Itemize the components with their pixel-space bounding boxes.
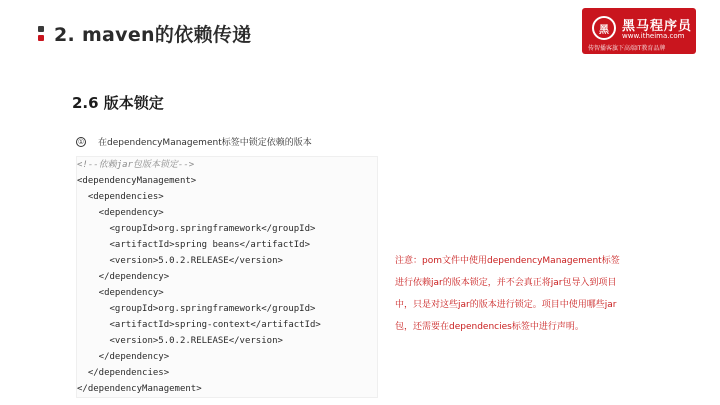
code-line: <dependency>	[77, 208, 164, 218]
code-line: <dependency>	[77, 288, 164, 298]
slide-title: 2. maven的依赖传递	[54, 23, 252, 46]
code-line: </dependencies>	[77, 368, 170, 378]
code-line: <version>5.0.2.RELEASE</version>	[77, 256, 283, 266]
step-number: ①	[77, 137, 85, 146]
code-line: <dependencies>	[77, 192, 164, 202]
code-line: </dependency>	[77, 272, 170, 282]
code-line: </dependencyManagement>	[77, 384, 202, 394]
code-line: <groupId>org.springframework</groupId>	[77, 304, 316, 314]
horse-logo-icon: 黑	[592, 16, 616, 40]
code-line: <dependencyManagement>	[77, 176, 197, 186]
code-line: </dependency>	[77, 352, 170, 362]
step-text: 在dependencyManagement标签中锁定依赖的版本	[98, 138, 312, 148]
code-line: <version>5.0.2.RELEASE</version>	[77, 336, 283, 346]
code-line: <!--依赖jar包版本锁定-->	[77, 160, 195, 170]
title-marker-icon	[38, 26, 44, 41]
logo-name: 黑马程序员	[622, 19, 693, 34]
logo-url: www.itheima.com	[622, 32, 685, 40]
logo-slogan: 传智播客旗下高端IT教育品牌	[588, 45, 666, 52]
note-line: 进行依赖jar的版本锁定，并不会真正将jar包导入到项目	[395, 278, 617, 288]
note-line: 注意：pom文件中使用dependencyManagement标签	[395, 256, 620, 266]
slide-title-bar	[38, 18, 251, 48]
brand-logo	[582, 8, 696, 54]
code-line: <groupId>org.springframework</groupId>	[77, 224, 316, 234]
note-text	[395, 250, 655, 338]
note-line: 包，还需要在dependencies标签中进行声明。	[395, 322, 584, 332]
code-block	[76, 156, 378, 398]
step-item	[76, 135, 312, 148]
code-line: <artifactId>spring beans</artifactId>	[77, 240, 310, 250]
section-title: 2.6 版本锁定	[72, 94, 164, 112]
code-line: <artifactId>spring-context</artifactId>	[77, 320, 321, 330]
note-line: 中，只是对这些jar的版本进行锁定。项目中使用哪些jar	[395, 300, 617, 310]
